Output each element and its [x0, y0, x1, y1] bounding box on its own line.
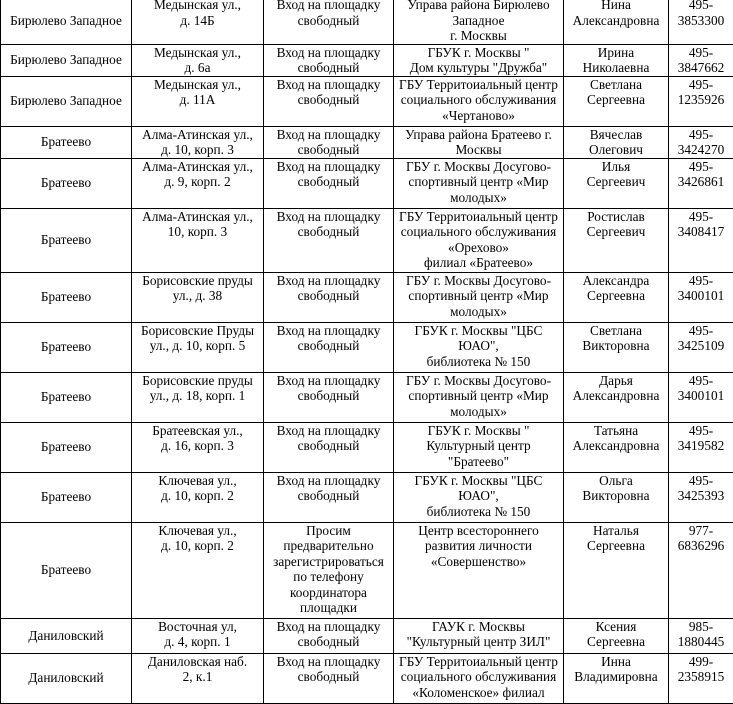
organization-cell: ГАУК г. Москвы "Культурный центр ЗИЛ": [394, 618, 564, 653]
phone-cell: 495- 3400101: [669, 272, 733, 322]
table-row: [1, 76, 733, 126]
organization-cell: ГБУК г. Москвы " Культурный центр "Братеево": [394, 422, 564, 472]
contact-name-cell: Ольга Викторовна: [564, 472, 669, 522]
access-condition-cell: Вход на площадку свободный: [264, 422, 394, 472]
organization-cell: ГБУК г. Москвы "ЦБС ЮАО", библиотека № 150: [394, 322, 564, 372]
table-row: [1, 472, 733, 522]
district-cell: Братеево: [1, 322, 132, 372]
phone-cell: 985- 1880445: [669, 618, 733, 653]
contact-name-cell: Ксения Сергеевна: [564, 618, 669, 653]
organization-cell: Управа района Братеево г. Москвы: [394, 126, 564, 158]
district-cell: Братеево: [1, 208, 132, 272]
district-cell: Братеево: [1, 472, 132, 522]
address-cell: Медынская ул., д. 11А: [132, 76, 264, 126]
district-cell: Бирюлево Западное: [1, 76, 132, 126]
table-row: [1, 618, 733, 653]
district-cell: Бирюлево Западное: [1, 44, 132, 76]
organization-cell: ГБУК г. Москвы " Дом культуры "Дружба": [394, 44, 564, 76]
organization-cell: ГБУ Территоиальный центр социального обслуживания «Коломенское» филиал: [394, 653, 564, 703]
address-cell: Ключевая ул., д. 10, корп. 2: [132, 522, 264, 618]
district-cell: Братеево: [1, 272, 132, 322]
table-row: [1, 126, 733, 158]
phone-cell: 495- 3425109: [669, 322, 733, 372]
district-cell: Братеево: [1, 522, 132, 618]
organization-cell: ГБУ г. Москвы Досугово- спортивный центр «Мир молодых»: [394, 372, 564, 422]
organization-cell: ГБУ г. Москвы Досугово- спортивный центр «Мир молодых»: [394, 272, 564, 322]
contact-name-cell: Нина Александровна: [564, 0, 669, 44]
contact-name-cell: Вячеслав Олегович: [564, 126, 669, 158]
contact-name-cell: Светлана Сергеевна: [564, 76, 669, 126]
phone-cell: 495- 3400101: [669, 372, 733, 422]
contact-name-cell: Светлана Викторовна: [564, 322, 669, 372]
table-row: [1, 322, 733, 372]
phone-cell: 499- 2358915: [669, 653, 733, 703]
access-condition-cell: Вход на площадку свободный: [264, 76, 394, 126]
contact-name-cell: Ирина Николаевна: [564, 44, 669, 76]
access-condition-cell: Вход на площадку свободный: [264, 653, 394, 703]
table-row: [1, 44, 733, 76]
address-cell: Даниловская наб. 2, к.1: [132, 653, 264, 703]
contact-name-cell: Инна Владимировна: [564, 653, 669, 703]
contact-name-cell: Дарья Александровна: [564, 372, 669, 422]
district-cell: Братеево: [1, 158, 132, 208]
address-cell: Восточная ул, д. 4, корп. 1: [132, 618, 264, 653]
address-cell: Алма-Атинская ул., д. 9, корп. 2: [132, 158, 264, 208]
address-cell: Братеевская ул., д. 16, корп. 3: [132, 422, 264, 472]
access-condition-cell: Вход на площадку свободный: [264, 322, 394, 372]
access-condition-cell: Вход на площадку свободный: [264, 208, 394, 272]
table-row: [1, 158, 733, 208]
access-condition-cell: Вход на площадку свободный: [264, 126, 394, 158]
district-cell: Братеево: [1, 372, 132, 422]
organization-cell: Управа района Бирюлево Западное г. Москвы: [394, 0, 564, 44]
access-condition-cell: Вход на площадку свободный: [264, 618, 394, 653]
phone-cell: 495- 3853300: [669, 0, 733, 44]
address-cell: Алма-Атинская ул., д. 10, корп. 3: [132, 126, 264, 158]
organization-cell: Центр всестороннего развития личности «Совершенство»: [394, 522, 564, 618]
table-row: [1, 372, 733, 422]
district-cell: Даниловский: [1, 653, 132, 703]
district-cell: Братеево: [1, 422, 132, 472]
phone-cell: 495- 3408417: [669, 208, 733, 272]
phone-cell: 495- 3425393: [669, 472, 733, 522]
access-condition-cell: Вход на площадку свободный: [264, 372, 394, 422]
district-cell: Даниловский: [1, 618, 132, 653]
district-cell: Братеево: [1, 126, 132, 158]
access-condition-cell: Вход на площадку свободный: [264, 472, 394, 522]
organization-cell: ГБУК г. Москвы "ЦБС ЮАО", библиотека № 150: [394, 472, 564, 522]
table-row: [1, 272, 733, 322]
address-cell: Борисовские Пруды ул., д. 10, корп. 5: [132, 322, 264, 372]
access-condition-cell: Вход на площадку свободный: [264, 0, 394, 44]
table-row: [1, 208, 733, 272]
district-cell: Бирюлево Западное: [1, 0, 132, 44]
phone-cell: 977- 6836296: [669, 522, 733, 618]
table-body: [1, 0, 733, 703]
address-cell: Ключевая ул., д. 10, корп. 2: [132, 472, 264, 522]
access-condition-cell: Просим предварительно зарегистрироваться по телефону координатора площадки: [264, 522, 394, 618]
address-cell: Алма-Атинская ул., 10, корп. 3: [132, 208, 264, 272]
table-row: [1, 422, 733, 472]
address-cell: Борисовские пруды ул., д. 38: [132, 272, 264, 322]
table-row: [1, 522, 733, 618]
access-condition-cell: Вход на площадку свободный: [264, 44, 394, 76]
table-row: [1, 653, 733, 703]
access-condition-cell: Вход на площадку свободный: [264, 158, 394, 208]
contact-name-cell: Ростислав Сергеевич: [564, 208, 669, 272]
phone-cell: 495- 3419582: [669, 422, 733, 472]
address-cell: Медынская ул., д. 14Б: [132, 0, 264, 44]
phone-cell: 495- 1235926: [669, 76, 733, 126]
contact-name-cell: Татьяна Александровна: [564, 422, 669, 472]
organization-cell: ГБУ Территоиальный центр социального обслуживания «Чертаново»: [394, 76, 564, 126]
address-cell: Медынская ул., д. 6а: [132, 44, 264, 76]
phone-cell: 495- 3426861: [669, 158, 733, 208]
address-cell: Борисовские пруды ул., д. 18, корп. 1: [132, 372, 264, 422]
organization-cell: ГБУ г. Москвы Досугово- спортивный центр «Мир молодых»: [394, 158, 564, 208]
access-condition-cell: Вход на площадку свободный: [264, 272, 394, 322]
contact-name-cell: Наталья Сергеевна: [564, 522, 669, 618]
contact-name-cell: Илья Сергеевич: [564, 158, 669, 208]
phone-cell: 495- 3424270: [669, 126, 733, 158]
organization-cell: ГБУ Территоиальный центр социального обслуживания «Орехово» филиал «Братеево»: [394, 208, 564, 272]
contact-name-cell: Александра Сергеевна: [564, 272, 669, 322]
table-row: [1, 0, 733, 44]
phone-cell: 495- 3847662: [669, 44, 733, 76]
